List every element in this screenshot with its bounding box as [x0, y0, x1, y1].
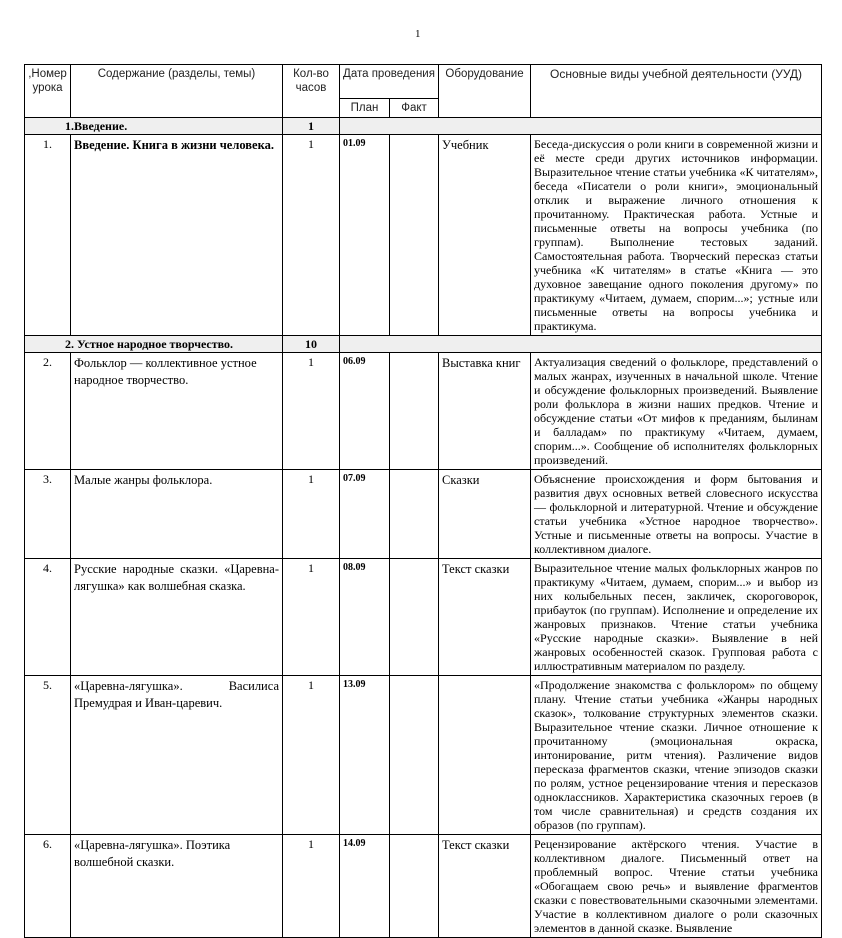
lesson-hours: 1: [283, 559, 340, 676]
lesson-activities: «Продолжение знакомства с фольклором» по общему плану. Чтение статьи учебника «Жанры народных сказок», толкование структурных элементов сказки. Выразительное чтение сказки. Личное отношение к прочитанному (эмоциональная окраска, интонирование, ритм чтения). Различение видов пересказа фрагментов сказки, чтение эпизодов сказки по ролям, устное рецензирование чтения и пересказов одноклассников. Характеристика сказочных героев (в том числе сравнительная) и средств создания их образов (по группам).: [531, 676, 822, 835]
lesson-plan-date: 14.09: [340, 835, 390, 938]
section-title: 1.Введение.: [25, 118, 283, 135]
section-filler: [340, 118, 822, 135]
lesson-equipment: Учебник: [439, 135, 531, 336]
lesson-equipment: Сказки: [439, 470, 531, 559]
lesson-activities: Актуализация сведений о фольклоре, представлений о малых жанрах, изученных в начальной школе. Чтение и обсуждение фольклорных произведений. Выявление роли фольклора в жизни наших предков. Чтение и обсуждение статьи «От мифов к преданиям, былинам и балладам» по практикуму «Читаем, думаем, спорим...». Сообщение об исполнителях фольклорных произведений.: [531, 353, 822, 470]
lesson-activities: Рецензирование актёрского чтения. Участие в коллективном диалоге. Письменный ответ на проблемный вопрос. Чтение статьи учебника «Обогащаем свою речь» и выявление фрагментов сказки с повествовательными сказочными элементами. Участие в коллективном диалоге о роли сказочных элементов в данной сказке. Выявление: [531, 835, 822, 938]
lesson-equipment: Выставка книг: [439, 353, 531, 470]
lesson-hours: 1: [283, 135, 340, 336]
lesson-number: 6.: [25, 835, 71, 938]
header-fact: Факт: [390, 99, 439, 118]
lesson-activities: Выразительное чтение малых фольклорных жанров по практикуму «Читаем, думаем, спорим...» и выбор из них колыбельных песен, закличек, скороговорок, прибауток (по группам). Исполнение и определение их жанровых признаков. Чтение статьи учебника «Русские народные сказки». Выявление в ней жанровых особенностей сказок. Групповая работа с иллюстративным материалом по разделу.: [531, 559, 822, 676]
lesson-number: 2.: [25, 353, 71, 470]
lesson-topic: Малые жанры фольклора.: [71, 470, 283, 559]
lesson-equipment: Текст сказки: [439, 559, 531, 676]
lesson-topic: «Царевна-лягушка». Василиса Премудрая и Иван-царевич.: [71, 676, 283, 835]
page-number: 1: [415, 28, 421, 40]
lesson-plan-date: 06.09: [340, 353, 390, 470]
lesson-equipment: [439, 676, 531, 835]
lesson-number: 4.: [25, 559, 71, 676]
lesson-fact-date: [390, 470, 439, 559]
lesson-activities: Объяснение происхождения и форм бытования и развития двух основных ветвей словесного искусства — фольклорной и литературной. Чтение и обсуждение статьи учебника «Устное народное творчество». Устные и письменные ответы на вопросы. Участие в коллективном диалоге.: [531, 470, 822, 559]
table-row: [25, 470, 822, 559]
section-hours: 1: [283, 118, 340, 135]
lesson-plan-date: 01.09: [340, 135, 390, 336]
lesson-hours: 1: [283, 353, 340, 470]
lesson-number: 1.: [25, 135, 71, 336]
lesson-topic: Введение. Книга в жизни человека.: [71, 135, 283, 336]
lesson-hours: 1: [283, 835, 340, 938]
lesson-equipment: Текст сказки: [439, 835, 531, 938]
lesson-fact-date: [390, 135, 439, 336]
lesson-topic: Фольклор — коллективное устное народное творчество.: [71, 353, 283, 470]
section-hours: 10: [283, 336, 340, 353]
header-plan: План: [340, 99, 390, 118]
lesson-plan-table: [24, 64, 822, 938]
lesson-number: 5.: [25, 676, 71, 835]
lesson-plan-date: 08.09: [340, 559, 390, 676]
lesson-number: 3.: [25, 470, 71, 559]
table-row: [25, 676, 822, 835]
lesson-topic: Русские народные сказки. «Царевна-лягушка» как волшебная сказка.: [71, 559, 283, 676]
header-equipment: Оборудование: [439, 65, 531, 118]
lesson-fact-date: [390, 559, 439, 676]
lesson-fact-date: [390, 835, 439, 938]
table-row: [25, 835, 822, 938]
section-title: 2. Устное народное творчество.: [25, 336, 283, 353]
lesson-plan-date: 07.09: [340, 470, 390, 559]
section-row: [25, 118, 822, 135]
lesson-hours: 1: [283, 676, 340, 835]
section-row: [25, 336, 822, 353]
lesson-topic: «Царевна-лягушка». Поэтика волшебной сказки.: [71, 835, 283, 938]
header-lesson-number: ,Номер урока: [25, 65, 71, 118]
table-row: [25, 353, 822, 470]
header-hours: Кол-во часов: [283, 65, 340, 118]
lesson-fact-date: [390, 676, 439, 835]
section-filler: [340, 336, 822, 353]
header-content: Содержание (разделы, темы): [71, 65, 283, 118]
lesson-activities: Беседа-дискуссия о роли книги в современной жизни и её месте среди других источников информации. Выразительное чтение статьи учебника «К читателям», беседа «Писатели о роли книги», эмоциональный отклик и выражение личного отношения к прочитанному. Практическая работа. Устные и письменные ответы на вопросы учебника (по группам). Выполнение тестовых заданий. Самостоятельная работа. Творческий пересказ статьи учебника «К читателям» в статье «Книга — это духовное завещание одного поколения другому» по практикуму «Читаем, думаем, спорим...»; устные или письменные ответы на вопросы учебника и практикума.: [531, 135, 822, 336]
header-date: Дата проведения: [340, 65, 439, 99]
header-activities: Основные виды учебной деятельности (УУД): [531, 65, 822, 118]
lesson-hours: 1: [283, 470, 340, 559]
header-row: [25, 65, 822, 99]
table-row: [25, 559, 822, 676]
lesson-fact-date: [390, 353, 439, 470]
lesson-plan-date: 13.09: [340, 676, 390, 835]
table-row: [25, 135, 822, 336]
